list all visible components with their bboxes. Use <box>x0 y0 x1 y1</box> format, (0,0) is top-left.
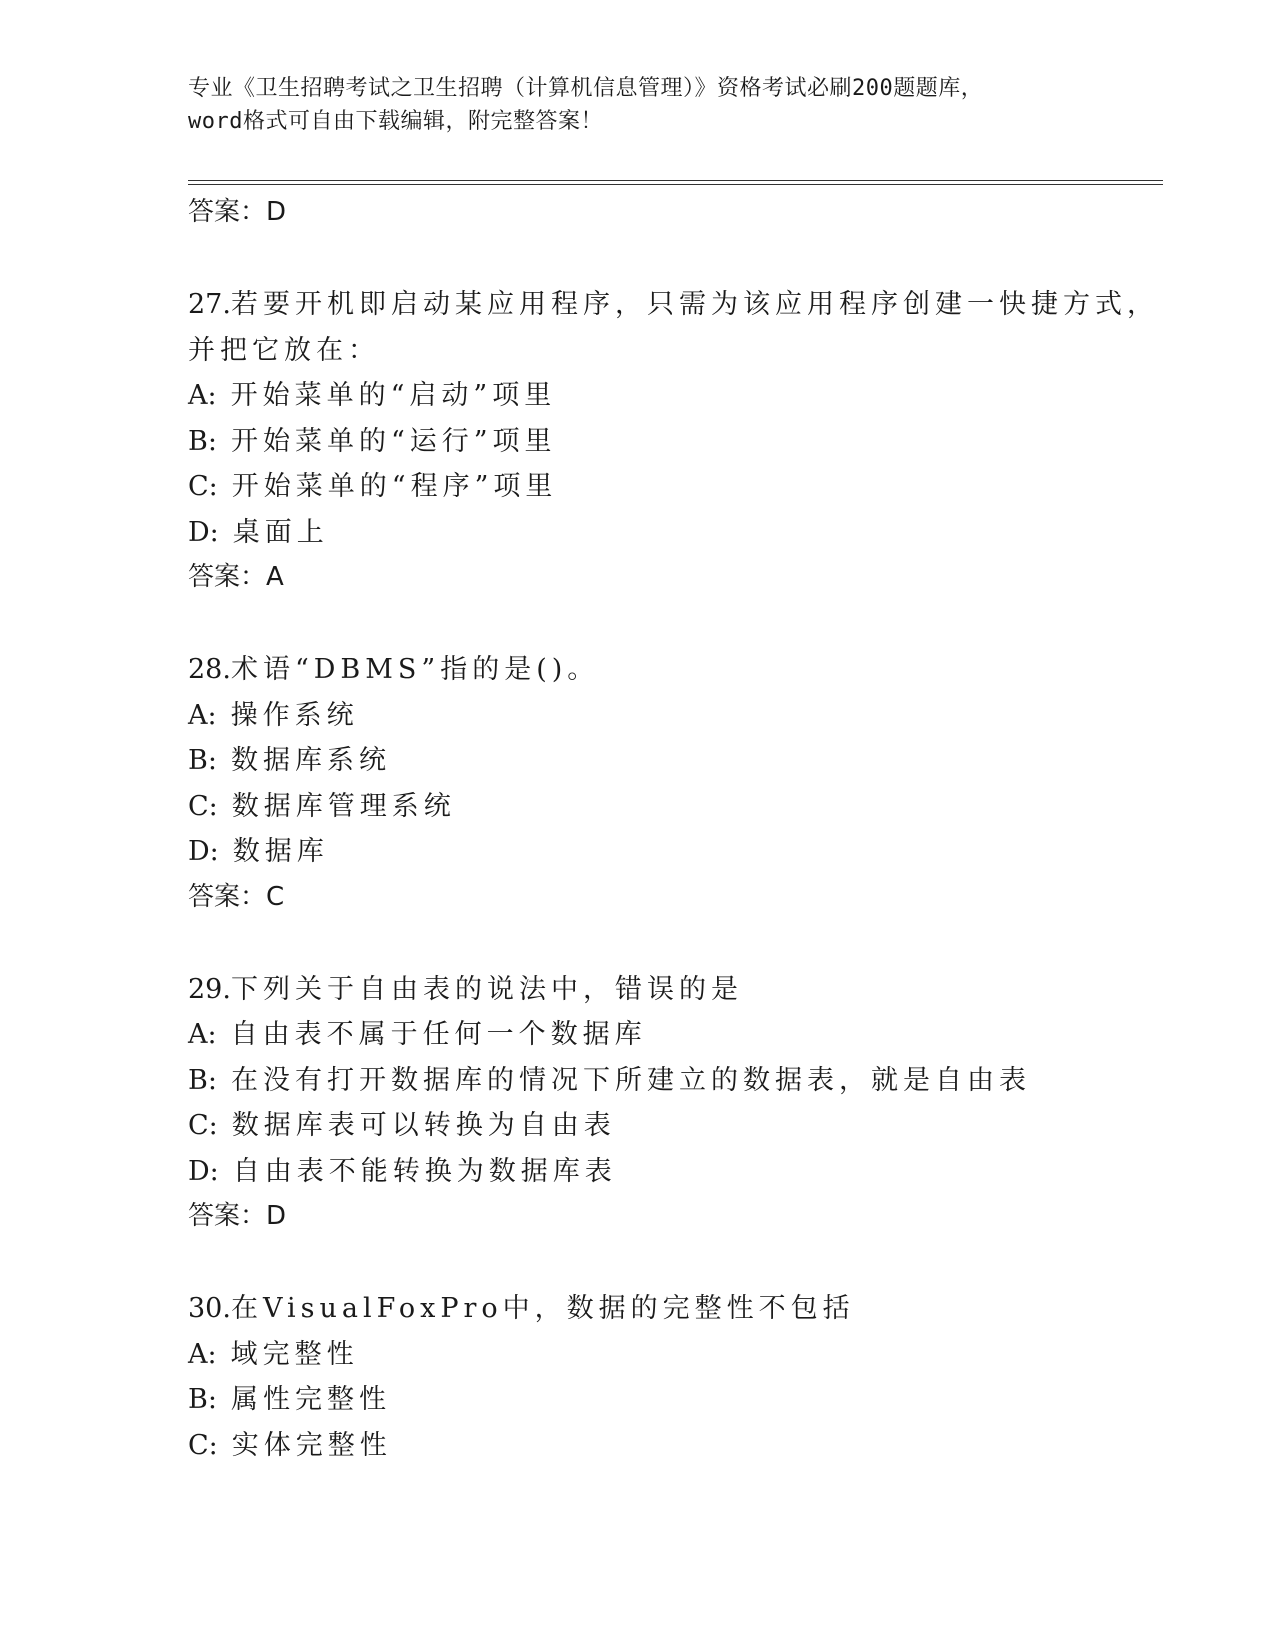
answer-label: 答案： <box>188 881 267 912</box>
option-letter: B <box>188 1384 208 1415</box>
option-d: D: 数据库 <box>188 836 329 867</box>
question-number: 27. <box>188 289 231 320</box>
option-letter: B <box>188 425 208 457</box>
header-line-1: 专业《卫生招聘考试之卫生招聘（计算机信息管理）》资格考试必刷200题题库， <box>188 76 984 101</box>
answer-line <box>188 1194 1168 1239</box>
header-line-2: word格式可自由下载编辑，附完整答案！ <box>188 109 603 134</box>
option-letter: A <box>188 1019 208 1050</box>
answer-line <box>188 190 1168 235</box>
option-letter: B <box>188 745 208 776</box>
option-letter: B <box>188 1064 208 1096</box>
option-letter: C <box>188 790 209 822</box>
option-text: 数据库 <box>232 836 329 867</box>
option-letter: C <box>188 1110 209 1141</box>
question-stem <box>188 1286 1168 1332</box>
option-a: A: 自由表不属于任何一个数据库 <box>188 1019 647 1050</box>
option-text: 操作系统 <box>230 699 359 731</box>
question-stem-line: 在VisualFoxPro中，数据的完整性不包括 <box>230 1293 855 1324</box>
option-text: 实体完整性 <box>231 1429 392 1461</box>
question-30 <box>188 1286 1168 1468</box>
option-text: 在没有打开数据库的情况下所建立的数据表，就是自由表 <box>230 1064 1031 1096</box>
answer-line <box>188 555 1168 600</box>
question-stem <box>188 647 1168 693</box>
option-text: 自由表不能转换为数据库表 <box>232 1155 617 1187</box>
option-a: A: 开始菜单的“启动”项里 <box>188 380 557 411</box>
answer-value: D <box>266 1201 287 1231</box>
answer-label: 答案： <box>188 1201 267 1231</box>
option-c: C: 实体完整性 <box>188 1429 392 1461</box>
option-text: 域完整性 <box>230 1338 359 1370</box>
answer-value: A <box>266 562 284 592</box>
question-number: 30. <box>188 1293 231 1324</box>
question-stem <box>188 967 1168 1013</box>
question-stem-line: 下列关于自由表的说法中，错误的是 <box>230 973 743 1005</box>
option-letter: D <box>188 836 210 867</box>
option-a: A: 域完整性 <box>188 1338 359 1370</box>
option-letter: A <box>188 699 208 731</box>
option-text: 开始菜单的“运行”项里 <box>230 425 557 457</box>
option-a: A: 操作系统 <box>188 699 359 731</box>
question-stem-line: 并把它放在： <box>188 334 380 366</box>
option-d: D: 桌面上 <box>188 516 329 548</box>
answer-value: C <box>266 881 285 912</box>
option-b: B: 数据库系统 <box>188 745 391 776</box>
question-stem-line: 术语“DBMS”指的是()。 <box>230 654 600 685</box>
option-letter: C <box>188 471 209 502</box>
option-c: C: 开始菜单的“程序”项里 <box>188 471 558 502</box>
question-29 <box>188 967 1168 1240</box>
option-letter: A <box>188 380 208 411</box>
option-c: C: 数据库表可以转换为自由表 <box>188 1110 616 1141</box>
document-header <box>188 72 1088 138</box>
header-double-rule <box>188 180 1163 185</box>
option-text: 数据库表可以转换为自由表 <box>231 1110 616 1141</box>
option-b: B: 在没有打开数据库的情况下所建立的数据表，就是自由表 <box>188 1064 1031 1096</box>
option-text: 属性完整性 <box>230 1384 391 1415</box>
answer-value: D <box>266 197 287 227</box>
option-text: 开始菜单的“启动”项里 <box>230 380 557 411</box>
question-27 <box>188 282 1168 600</box>
answer-label: 答案： <box>188 562 267 592</box>
option-text: 桌面上 <box>232 516 329 548</box>
question-number: 28. <box>188 654 231 685</box>
option-text: 数据库管理系统 <box>231 790 456 822</box>
option-letter: D <box>188 1155 210 1187</box>
answer-line <box>188 875 1168 920</box>
option-letter: C <box>188 1429 209 1461</box>
question-stem-line: 若要开机即启动某应用程序，只需为该应用程序创建一快捷方式， <box>230 289 1159 320</box>
question-28 <box>188 647 1168 920</box>
option-text: 数据库系统 <box>230 745 391 776</box>
option-letter: D <box>188 516 210 548</box>
option-d: D: 自由表不能转换为数据库表 <box>188 1155 617 1187</box>
option-b: B: 开始菜单的“运行”项里 <box>188 425 557 457</box>
option-c: C: 数据库管理系统 <box>188 790 456 822</box>
option-letter: A <box>188 1338 208 1370</box>
question-stem <box>188 282 1168 328</box>
question-number: 29. <box>188 973 231 1005</box>
document-body <box>188 190 1168 1468</box>
option-text: 自由表不属于任何一个数据库 <box>230 1019 647 1050</box>
answer-label: 答案： <box>188 197 267 227</box>
option-b: B: 属性完整性 <box>188 1384 391 1415</box>
option-text: 开始菜单的“程序”项里 <box>231 471 558 502</box>
